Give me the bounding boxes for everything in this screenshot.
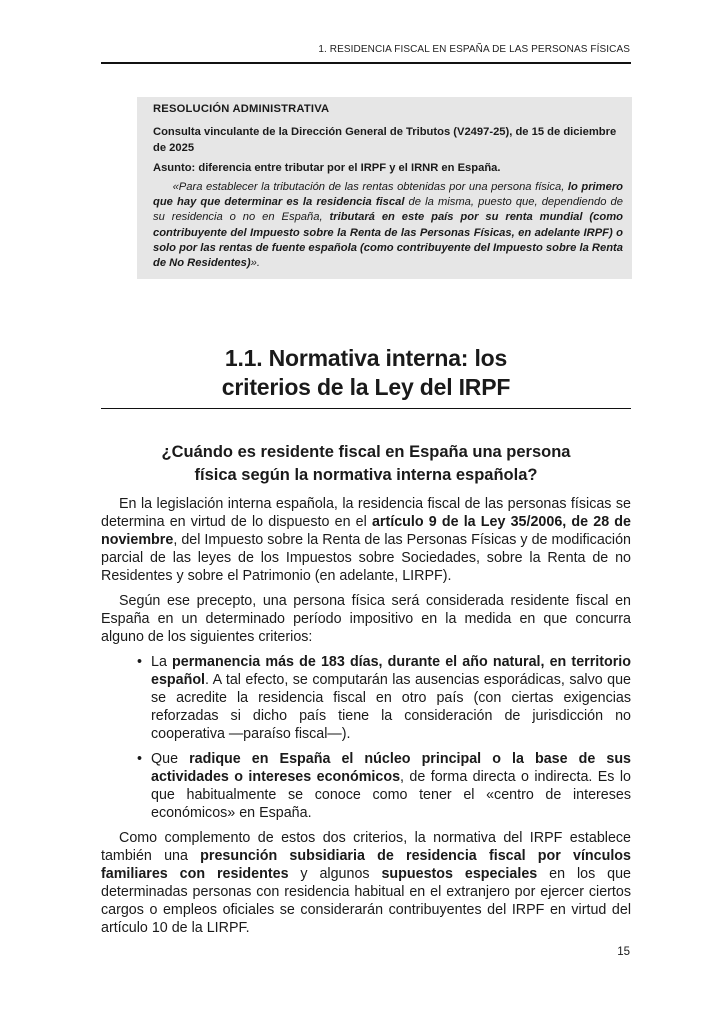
- section-title: [101, 344, 631, 402]
- title-rule: [101, 408, 631, 409]
- page-number: 15: [617, 946, 630, 958]
- text-run: permanencia más de 183 días, durante el año natural, en territorio español: [151, 654, 632, 688]
- text-run: , del Impuesto sobre la Renta de las Personas Físicas y de modificación parcial de las leyes de los Impuestos sobre Sociedades, sobre la Renta de no Residentes y sobre el Patrimonio (en adelante, LIRPF).: [101, 532, 631, 584]
- box-consulta: Consulta vinculante de la Dirección General de Tributos (V2497-25), de 15 de diciembre de 2025: [153, 126, 617, 154]
- text-run: artículo 9 de la Ley 35/2006, de 28 de noviembre: [101, 514, 631, 548]
- paragraph: [101, 592, 631, 646]
- text-run: La: [151, 654, 173, 670]
- list-item: [101, 653, 631, 743]
- bullet-icon: •: [137, 751, 143, 767]
- bullet-icon: •: [137, 654, 143, 670]
- running-header: 1. RESIDENCIA FISCAL EN ESPAÑA DE LAS PERSONAS FÍSICAS: [318, 44, 630, 55]
- text-run: . A tal efecto, se computarán las ausencias esporádicas, salvo que se acredite la residencia fiscal en otro país (con ciertas exigencias reforzadas si dicho país tiene la consideración de jurisdicción no cooperativa —paraíso fiscal—).: [151, 672, 631, 742]
- quote-run: tributará en este país por su renta mundial (como contribuyente del Impuesto sobre la Renta de las Personas Físicas, en adelante IRPF) o solo por las rentas de fuente española (como contribuyente del Impuesto sobre la Renta de No Residentes): [153, 211, 623, 270]
- text-run: Como complemento de estos dos criterios, la normativa del IRPF establece también una: [101, 830, 631, 864]
- text-run: , de forma directa o indirecta. Es lo que habitualmente se conoce como tener el «centro de intereses económicos» en España.: [151, 769, 631, 821]
- box-quote: [153, 180, 623, 271]
- quote-run: lo primero que hay que determinar es la residencia fiscal: [153, 181, 624, 209]
- resolution-box: [137, 97, 632, 279]
- header-rule: [101, 62, 631, 64]
- quote-run: «Para establecer la tributación de las rentas obtenidas por una persona física,: [172, 181, 568, 193]
- criteria-list: [101, 653, 631, 822]
- list-item: [101, 750, 631, 822]
- subheading: [101, 441, 631, 487]
- text-run: en los que determinadas personas con residencia habitual en el extranjero por ejercer ciertos cargos o empleos oficiales se considerarán contribuyentes del IRPF en virtud del artículo 10 de la LIRPF.: [101, 866, 631, 936]
- text-run: radique en España el núcleo principal o la base de sus actividades o intereses económicos: [151, 751, 632, 785]
- subheading-line2: física según la normativa interna española?: [194, 466, 538, 484]
- quote-run: ».: [250, 257, 260, 270]
- text-run: Según ese precepto, una persona física será considerada residente fiscal en España en un determinado período impositivo en la medida en que concurra alguno de los siguientes criterios:: [101, 593, 631, 645]
- text-run: presunción subsidiaria de residencia fiscal por vínculos familiares con residentes: [101, 848, 631, 882]
- box-title: RESOLUCIÓN ADMINISTRATIVA: [153, 103, 330, 115]
- section-title-line2: criterios de la Ley del IRPF: [221, 374, 511, 400]
- section-title-line1: 1.1. Normativa interna: los: [224, 345, 508, 371]
- text-run: y algunos: [288, 866, 382, 882]
- text-run: supuestos especiales: [381, 866, 538, 882]
- text-run: En la legislación interna española, la residencia fiscal de las personas físicas se determina en virtud de lo dispuesto en el: [101, 496, 631, 530]
- body-text: [101, 495, 631, 944]
- box-asunto: Asunto: diferencia entre tributar por el IRPF y el IRNR en España.: [153, 162, 501, 174]
- subheading-line1: ¿Cuándo es residente fiscal en España una persona: [161, 443, 571, 461]
- paragraph: [101, 829, 631, 937]
- text-run: Que: [151, 751, 190, 767]
- quote-run: de la misma, puesto que, dependiendo de su residencia o no en España,: [153, 196, 623, 224]
- paragraph: [101, 495, 631, 585]
